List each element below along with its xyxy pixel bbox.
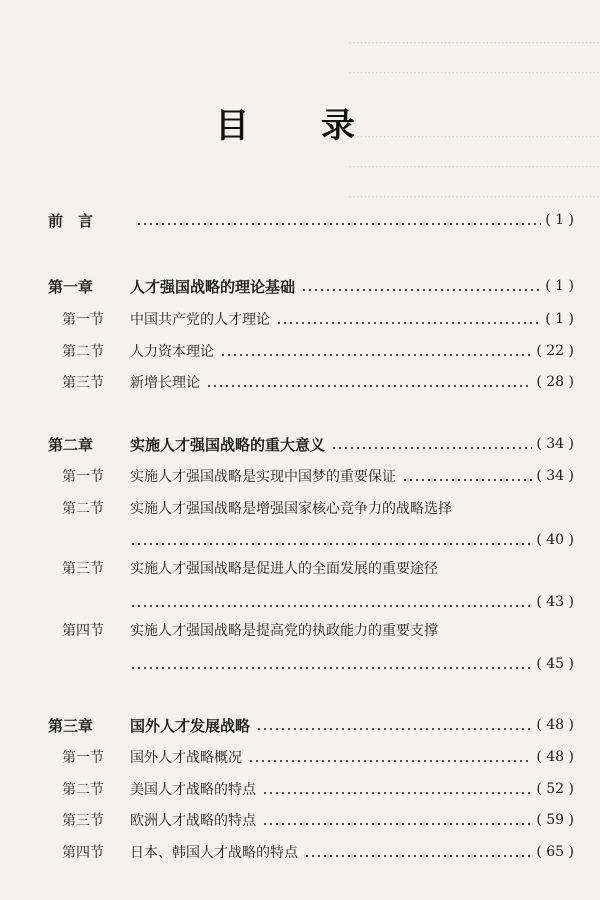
toc-section-entry — [0, 743, 600, 771]
toc-section-entry — [0, 462, 600, 490]
dot-leader — [262, 823, 532, 825]
toc-page-number: ( 22 ) — [536, 343, 574, 359]
toc-entry-number: 第二节 — [62, 501, 104, 517]
dot-leader — [276, 322, 541, 324]
dot-leader — [402, 479, 532, 481]
toc-page-number: ( 1 ) — [545, 311, 574, 327]
toc-entry-title: 人力资本理论 — [130, 344, 214, 360]
toc-entry-title: 新增长理论 — [130, 375, 200, 391]
toc-entry-number: 第一章 — [48, 277, 94, 296]
dot-leader — [262, 792, 532, 794]
toc-page-number: ( 43 ) — [536, 594, 574, 610]
toc-section-entry — [0, 838, 600, 866]
toc-entry-number: 第二章 — [48, 435, 94, 454]
toc-page-number: ( 28 ) — [536, 374, 574, 390]
toc-entry-title: 实施人才强国战略是增强国家核心竞争力的战略选择 — [130, 501, 452, 517]
toc-section-entry — [0, 554, 600, 582]
toc-page-number: ( 65 ) — [536, 844, 574, 860]
toc-page-number: ( 1 ) — [545, 212, 574, 228]
toc-entry-number: 前 言 — [48, 211, 94, 230]
toc-entry-number: 第三节 — [62, 813, 104, 829]
toc-entry-title: 实施人才强国战略的重大意义 — [130, 435, 326, 454]
toc-entry-label — [48, 715, 250, 736]
toc-page-number: ( 59 ) — [536, 812, 574, 828]
toc-entry-number: 第一节 — [62, 750, 104, 766]
toc-entry-number: 第四节 — [62, 845, 104, 861]
toc-chapter-entry — [0, 711, 600, 739]
toc-entry-title: 国外人才发展战略 — [130, 716, 251, 735]
show-through-text: ·································································· — [348, 130, 600, 144]
toc-entry-label — [62, 779, 256, 799]
toc-page-number: ( 34 ) — [536, 468, 574, 484]
dot-leader — [136, 223, 541, 225]
toc-entry-title: 人才强国战略的理论基础 — [130, 277, 296, 296]
toc-entry-label — [62, 309, 270, 329]
toc-entry-title: 实施人才强国战略是提高党的执政能力的重要支撑 — [130, 623, 438, 639]
toc-entry-label — [62, 747, 242, 767]
toc-section-entry — [0, 775, 600, 803]
show-through-text: ·································································· — [348, 36, 600, 50]
show-through-text: ·································································· — [348, 160, 600, 174]
toc-page-number: ( 48 ) — [536, 717, 574, 733]
dot-leader — [248, 760, 532, 762]
dot-leader — [130, 605, 532, 607]
toc-entry-label — [62, 341, 214, 361]
toc-entry-number: 第三章 — [48, 716, 94, 735]
toc-entry-label — [62, 620, 438, 640]
dot-leader — [130, 543, 532, 545]
dot-leader — [256, 728, 532, 730]
toc-page-number: ( 1 ) — [545, 278, 574, 294]
toc-entry-title: 中国共产党的人才理论 — [130, 312, 270, 328]
toc-section-entry — [0, 368, 600, 396]
toc-entry-label — [48, 210, 130, 231]
toc-page-number: ( 48 ) — [536, 749, 574, 765]
toc-page-continuation — [0, 526, 600, 554]
toc-entry-number: 第二节 — [62, 344, 104, 360]
toc-section-entry — [0, 337, 600, 365]
toc-entry-label — [62, 558, 438, 578]
toc-section-entry — [0, 806, 600, 834]
toc-entry-number: 第三节 — [62, 561, 104, 577]
toc-page-number: ( 45 ) — [536, 656, 574, 672]
toc-entry-label — [62, 372, 200, 392]
show-through-text: ·································································· — [348, 190, 600, 204]
toc-entry-title: 国外人才战略概况 — [130, 750, 242, 766]
dot-leader — [220, 354, 532, 356]
toc-entry-number: 第三节 — [62, 375, 104, 391]
toc-section-entry — [0, 305, 600, 333]
dot-leader — [206, 385, 532, 387]
toc-entry-label — [48, 434, 325, 455]
toc-entry-number: 第一节 — [62, 312, 104, 328]
dot-leader — [301, 289, 541, 291]
toc-page-number: ( 40 ) — [536, 532, 574, 548]
toc-chapter-entry — [0, 430, 600, 458]
dot-leader — [331, 447, 532, 449]
toc-section-entry — [0, 494, 600, 522]
toc-entry-label — [62, 466, 396, 486]
toc-entry-title: 美国人才战略的特点 — [130, 782, 256, 798]
toc-chapter-entry — [0, 272, 600, 300]
toc-entry-number: 第一节 — [62, 469, 104, 485]
toc-entry-title: 实施人才强国战略是实现中国梦的重要保证 — [130, 469, 396, 485]
toc-entry-number: 第二节 — [62, 782, 104, 798]
toc-page-continuation — [0, 588, 600, 616]
toc-entry-label — [62, 810, 256, 830]
dot-leader — [304, 855, 532, 857]
toc-chapter-entry — [0, 206, 600, 234]
show-through-text: ·································································· — [348, 66, 600, 80]
toc-entry-title: 实施人才强国战略是促进人的全面发展的重要途径 — [130, 561, 438, 577]
toc-entry-title: 日本、韩国人才战略的特点 — [130, 845, 298, 861]
dot-leader — [130, 667, 532, 669]
page-title: 目 录 — [215, 106, 385, 146]
toc-page-continuation — [0, 650, 600, 678]
toc-page-number: ( 34 ) — [536, 436, 574, 452]
toc-entry-label — [62, 842, 298, 862]
toc-entry-title: 欧洲人才战略的特点 — [130, 813, 256, 829]
toc-page-number: ( 52 ) — [536, 781, 574, 797]
toc-entry-label — [48, 276, 295, 297]
toc-entry-number: 第四节 — [62, 623, 104, 639]
toc-entry-label — [62, 498, 452, 518]
toc-section-entry — [0, 616, 600, 644]
